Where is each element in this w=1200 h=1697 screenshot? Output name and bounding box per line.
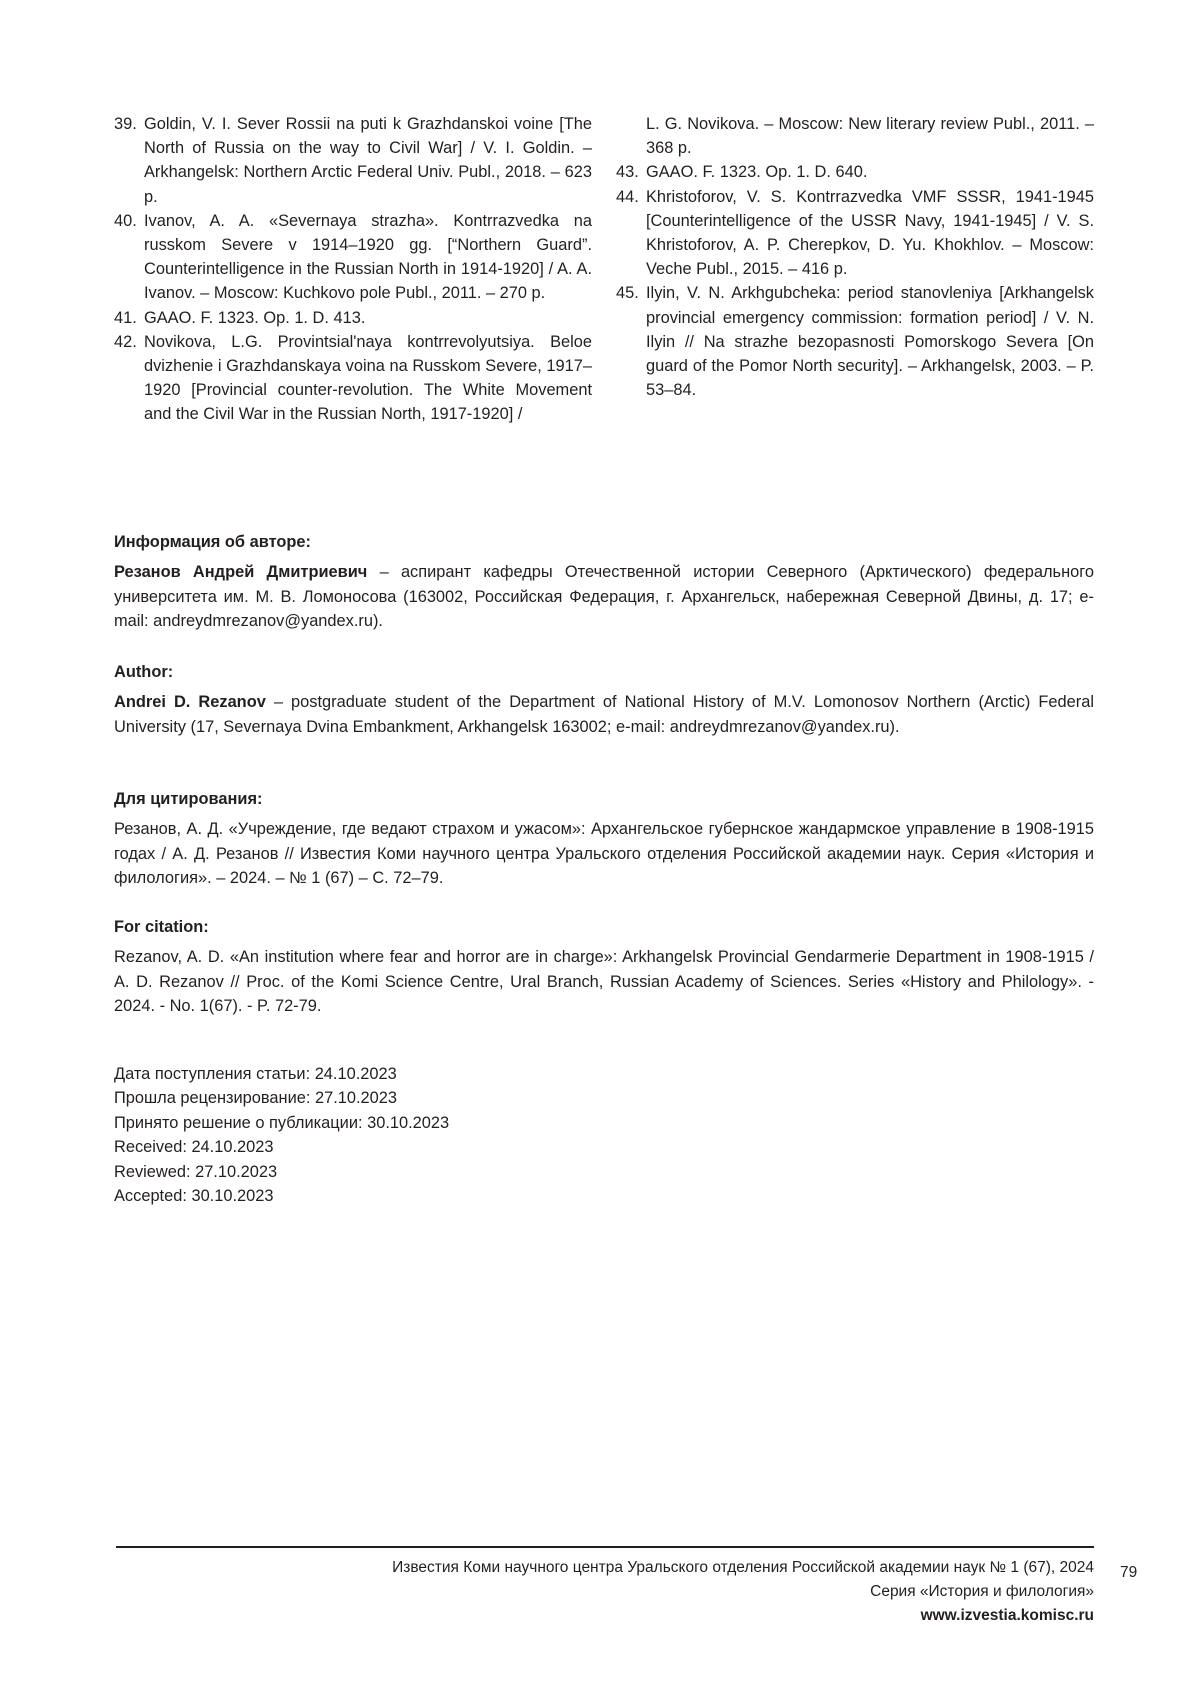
reference-number: 41.: [114, 308, 137, 327]
reference-number: 44.: [616, 187, 639, 206]
reference-number: 40.: [114, 211, 137, 230]
footer-divider: [116, 1546, 1094, 1548]
footer-series: Серия «История и филология»: [870, 1583, 1094, 1600]
author-info-en: [114, 660, 1094, 739]
article-dates: [114, 1062, 449, 1208]
reference-text: Ilyin, V. N. Arkhgubcheka: period stanovleniya [Arkhangelsk provincial emergency commission: formation period] / V. N. Ilyin // Na strazhe bezopasnosti Pomorskogo Severa [On guard of the Pomor North security]. – Arkhangelsk, 2003. – P. 53–84.: [646, 284, 1094, 400]
date-accepted-ru: Принято решение о публикации: 30.10.2023: [114, 1113, 450, 1132]
references-right-column: [616, 112, 1094, 427]
author-info-ru-text: [114, 560, 1094, 633]
reference-44: [616, 185, 1094, 282]
reference-43: [616, 160, 1094, 184]
reference-number: 45.: [616, 284, 639, 303]
reference-42: [114, 330, 592, 427]
page-number: 79: [1120, 1564, 1138, 1581]
footer-journal: Известия Коми научного центра Уральского отделения Российской академии наук № 1 (67), 2024: [392, 1559, 1094, 1576]
reference-45: [616, 281, 1094, 402]
reference-text: L. G. Novikova. – Moscow: New literary review Publ., 2011. – 368 p.: [646, 115, 1094, 158]
reference-number: 39.: [114, 115, 137, 133]
reference-text: Goldin, V. I. Sever Rossii na puti k Grazhdanskoi voine [The North of Russia on the way to Civil War] / V. I. Goldin. – Arkhangelsk: Northern Arctic Federal Univ. Publ., 2018. – 623 p.: [144, 115, 592, 206]
references-left-column: [114, 112, 592, 427]
reference-text: GAAO. F. 1323. Op. 1. D. 413.: [144, 308, 366, 327]
citation-en: [114, 915, 1094, 1019]
reference-text: Khristoforov, V. S. Kontrrazvedka VMF SSSR, 1941-1945 [Counterintelligence of the USSR Navy, 1941-1945] / V. S. Khristoforov, A. P. Cherepkov, D. Yu. Khokhlov. – Moscow: Veche Publ., 2015. – 416 p.: [646, 187, 1094, 279]
reference-number: 42.: [114, 332, 137, 351]
author-info-en-text: [114, 690, 1094, 739]
reference-number: 43.: [616, 163, 639, 182]
author-name-en: Andrei D. Rezanov: [114, 693, 266, 712]
footer-url: www.izvestia.komisc.ru: [920, 1607, 1094, 1624]
date-reviewed-en: Reviewed: 27.10.2023: [114, 1162, 278, 1181]
reference-text: Novikova, L.G. Provintsial'naya kontrrevolyutsiya. Beloe dvizhenie i Grazhdanskaya voina na Russkom Severe, 1917–1920 [Provincial counter-revolution. The White Movement and the Civil War in the Russian North, 1917-1920] /: [144, 332, 592, 424]
date-submitted-ru: Дата поступления статьи: 24.10.2023: [114, 1065, 397, 1083]
citation-ru: [114, 787, 1094, 891]
author-info-en-heading: Author:: [114, 663, 174, 681]
reference-42-continuation: [616, 112, 1094, 160]
reference-41: [114, 306, 592, 330]
citation-en-text: Rezanov, A. D. «An institution where fear and horror are in charge»: Arkhangelsk Provincial Gendarmerie Department in 1908-1915 / A. D. Rezanov // Proc. of the Komi Science Centre, Ural Branch, Russian Academy of Sciences. Series «History and Philology». - 2024. - No. 1(67). - P. 72-79.: [114, 948, 1094, 1016]
author-info-ru-heading: Информация об авторе:: [114, 533, 311, 551]
citation-en-heading: For citation:: [114, 918, 209, 936]
references: [114, 112, 1094, 427]
date-reviewed-ru: Прошла рецензирование: 27.10.2023: [114, 1089, 398, 1108]
reference-39: [114, 112, 592, 209]
date-received-en: Received: 24.10.2023: [114, 1138, 274, 1157]
date-accepted-en: Accepted: 30.10.2023: [114, 1187, 274, 1206]
author-description-ru: – аспирант кафедры Отечественной истории Северного (Арктического) федерального университета им. М. В. Ломоносова (163002, Российская Федерация, г. Архангельск, набережная Северной Двины, д. 17; e-mail: andreydmrezanov@yandex.ru).: [114, 563, 1094, 631]
author-name-ru: Резанов Андрей Дмитриевич: [114, 563, 368, 582]
citation-ru-heading: Для цитирования:: [114, 790, 263, 808]
page-footer: [392, 1556, 1094, 1628]
citation-ru-text: Резанов, А. Д. «Учреждение, где ведают страхом и ужасом»: Архангельское губернское жандармское управление в 1908-1915 годах / А. Д. Резанов // Известия Коми научного центра Уральского отделения Российской академии наук. Серия «История и филология». – 2024. – № 1 (67) – С. 72–79.: [114, 820, 1094, 888]
author-info-ru: [114, 530, 1094, 634]
reference-text: GAAO. F. 1323. Op. 1. D. 640.: [646, 163, 868, 182]
author-description-en: – postgraduate student of the Department of National History of M.V. Lomonosov Northern (Arctic) Federal University (17, Severnaya Dvina Embankment, Arkhangelsk 163002; e-mail: andreydmrezanov@yandex.ru).: [114, 693, 1094, 736]
reference-40: [114, 209, 592, 306]
reference-text: Ivanov, A. A. «Severnaya strazha». Kontrrazvedka na russkom Severe v 1914–1920 gg. [“Northern Guard”. Counterintelligence in the Russian North in 1914-1920] / A. A. Ivanov. – Moscow: Kuchkovo pole Publ., 2011. – 270 p.: [144, 211, 592, 303]
